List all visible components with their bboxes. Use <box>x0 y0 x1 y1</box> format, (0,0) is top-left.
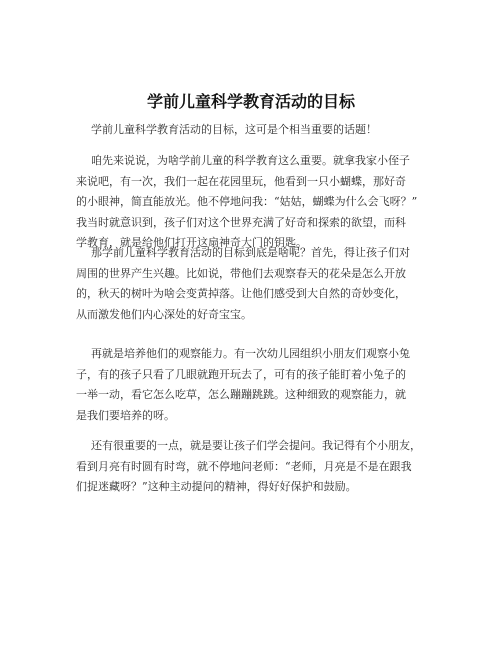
paragraph-line: 一举一动，看它怎么吃草，怎么蹦蹦跳跳。这种细致的观察能力，就 <box>76 388 406 401</box>
paragraph-line: 们捉迷藏呀？”这种主动提问的精神，得好好保护和鼓励。 <box>76 480 357 493</box>
paragraph-line: 那学前儿童科学教育活动的目标到底是啥呢？首先，得让孩子们对 <box>91 246 410 259</box>
paragraph-nephew-butterfly <box>76 151 496 254</box>
paragraph-interest-goal <box>76 243 496 325</box>
paragraph-line: 还有很重要的一点，就是要让孩子们学会提问。我记得有个小朋友， <box>91 439 421 452</box>
paragraph-line: 学前儿童科学教育活动的目标，这可是个相当重要的话题！ <box>91 123 377 136</box>
paragraph-line: 再就是培养他们的观察能力。有一次幼儿园组织小朋友们观察小兔 <box>91 347 410 360</box>
paragraph-line: 从而激发他们内心深处的好奇宝宝。 <box>76 307 252 321</box>
paragraph-line: 是我们要培养的呀。 <box>76 408 175 422</box>
paragraph-line: 的，秋天的树叶为啥会变黄掉落。让他们感受到大自然的奇妙变化， <box>76 287 406 300</box>
paragraph-line: 咱先来说说，为啥学前儿童的科学教育这么重要。就拿我家小侄子 <box>91 154 410 167</box>
paragraph-line: 的小眼神，简直能放光。他不停地问我：“姑姑，蝴蝶为什么会飞呀？” <box>76 195 418 208</box>
paragraph-line: 周围的世界产生兴趣。比如说，带他们去观察春天的花朵是怎么开放 <box>76 266 406 280</box>
paragraph-questioning-goal <box>76 436 496 498</box>
paragraph-line: 来说吧，有一次，我们一起在花园里玩，他看到一只小蝴蝶，那好奇 <box>76 174 406 188</box>
paragraph-intro <box>76 120 496 141</box>
paragraph-line: 子，有的孩子只看了几眼就跑开玩去了，可有的孩子能盯着小兔子的 <box>76 367 406 381</box>
paragraph-line: 看到月亮有时圆有时弯，就不停地问老师：“老师，月亮是不是在跟我 <box>76 459 412 473</box>
paragraph-observation-goal <box>76 344 496 426</box>
paragraph-line: 学教育，就是给他们打开这扇神奇大门的钥匙。 <box>76 236 307 249</box>
document-title: 学前儿童科学教育活动的目标 <box>146 92 355 111</box>
paragraph-line: 我当时就意识到，孩子们对这个世界充满了好奇和探索的欲望，而科 <box>76 215 406 229</box>
